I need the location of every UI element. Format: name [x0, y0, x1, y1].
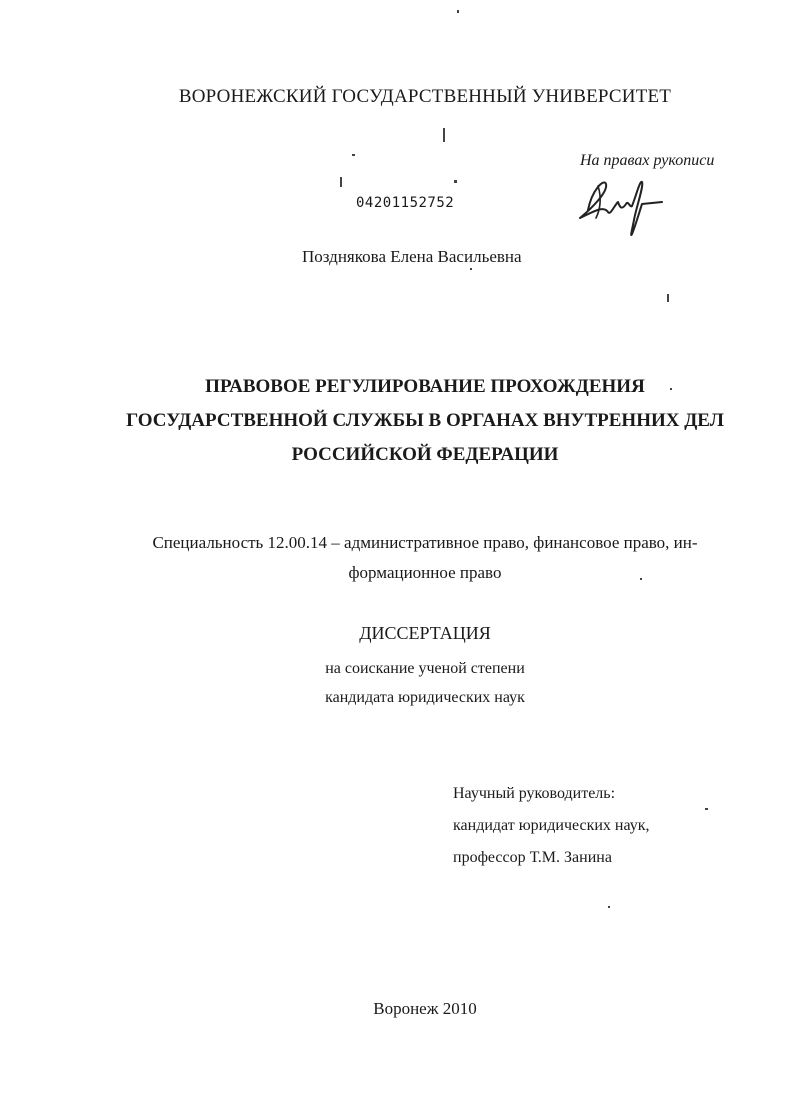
- supervisor-line: кандидат юридических наук,: [453, 817, 650, 834]
- scan-speck: [352, 154, 355, 156]
- title-line: ГОСУДАРСТВЕННОЙ СЛУЖБЫ В ОРГАНАХ ВНУТРЕННИХ ДЕЛ: [126, 410, 724, 431]
- scan-speck: [470, 268, 472, 270]
- specialty: [0, 528, 799, 588]
- scan-speck: [443, 128, 445, 142]
- barcode-number: 04201152752: [356, 195, 455, 211]
- scan-speck: [340, 177, 342, 187]
- title-line: РОССИЙСКОЙ ФЕДЕРАЦИИ: [291, 444, 559, 465]
- supervisor-line: профессор Т.М. Занина: [453, 849, 612, 866]
- dissertation-title: [0, 370, 799, 472]
- city-year: Воронеж 2010: [373, 999, 477, 1018]
- document-type: ДИССЕРТАЦИЯ: [359, 623, 491, 643]
- specialty-line: формационное право: [348, 563, 502, 582]
- scan-speck: [640, 578, 642, 580]
- degree-purpose: [0, 654, 799, 712]
- scan-speck: [667, 294, 669, 302]
- specialty-line: Специальность 12.00.14 – административное право, финансовое право, ин-: [152, 533, 698, 552]
- university-name: ВОРОНЕЖСКИЙ ГОСУДАРСТВЕННЫЙ УНИВЕРСИТЕТ: [178, 86, 672, 107]
- title-line: ПРАВОВОЕ РЕГУЛИРОВАНИЕ ПРОХОЖДЕНИЯ: [205, 376, 645, 397]
- scan-speck: [705, 808, 708, 810]
- author-name: Позднякова Елена Васильевна: [302, 247, 522, 266]
- scan-speck: [454, 180, 457, 183]
- handwritten-signature: [570, 160, 680, 245]
- scan-speck: [608, 906, 610, 908]
- scan-speck: [457, 10, 459, 13]
- supervisor-line: Научный руководитель:: [453, 785, 616, 802]
- degree-line: на соискание ученой степени: [325, 660, 525, 677]
- degree-line: кандидата юридических наук: [325, 689, 525, 706]
- scan-speck: [670, 388, 672, 390]
- supervisor-block: [453, 778, 650, 874]
- rights-note: На правах рукописи: [580, 152, 715, 169]
